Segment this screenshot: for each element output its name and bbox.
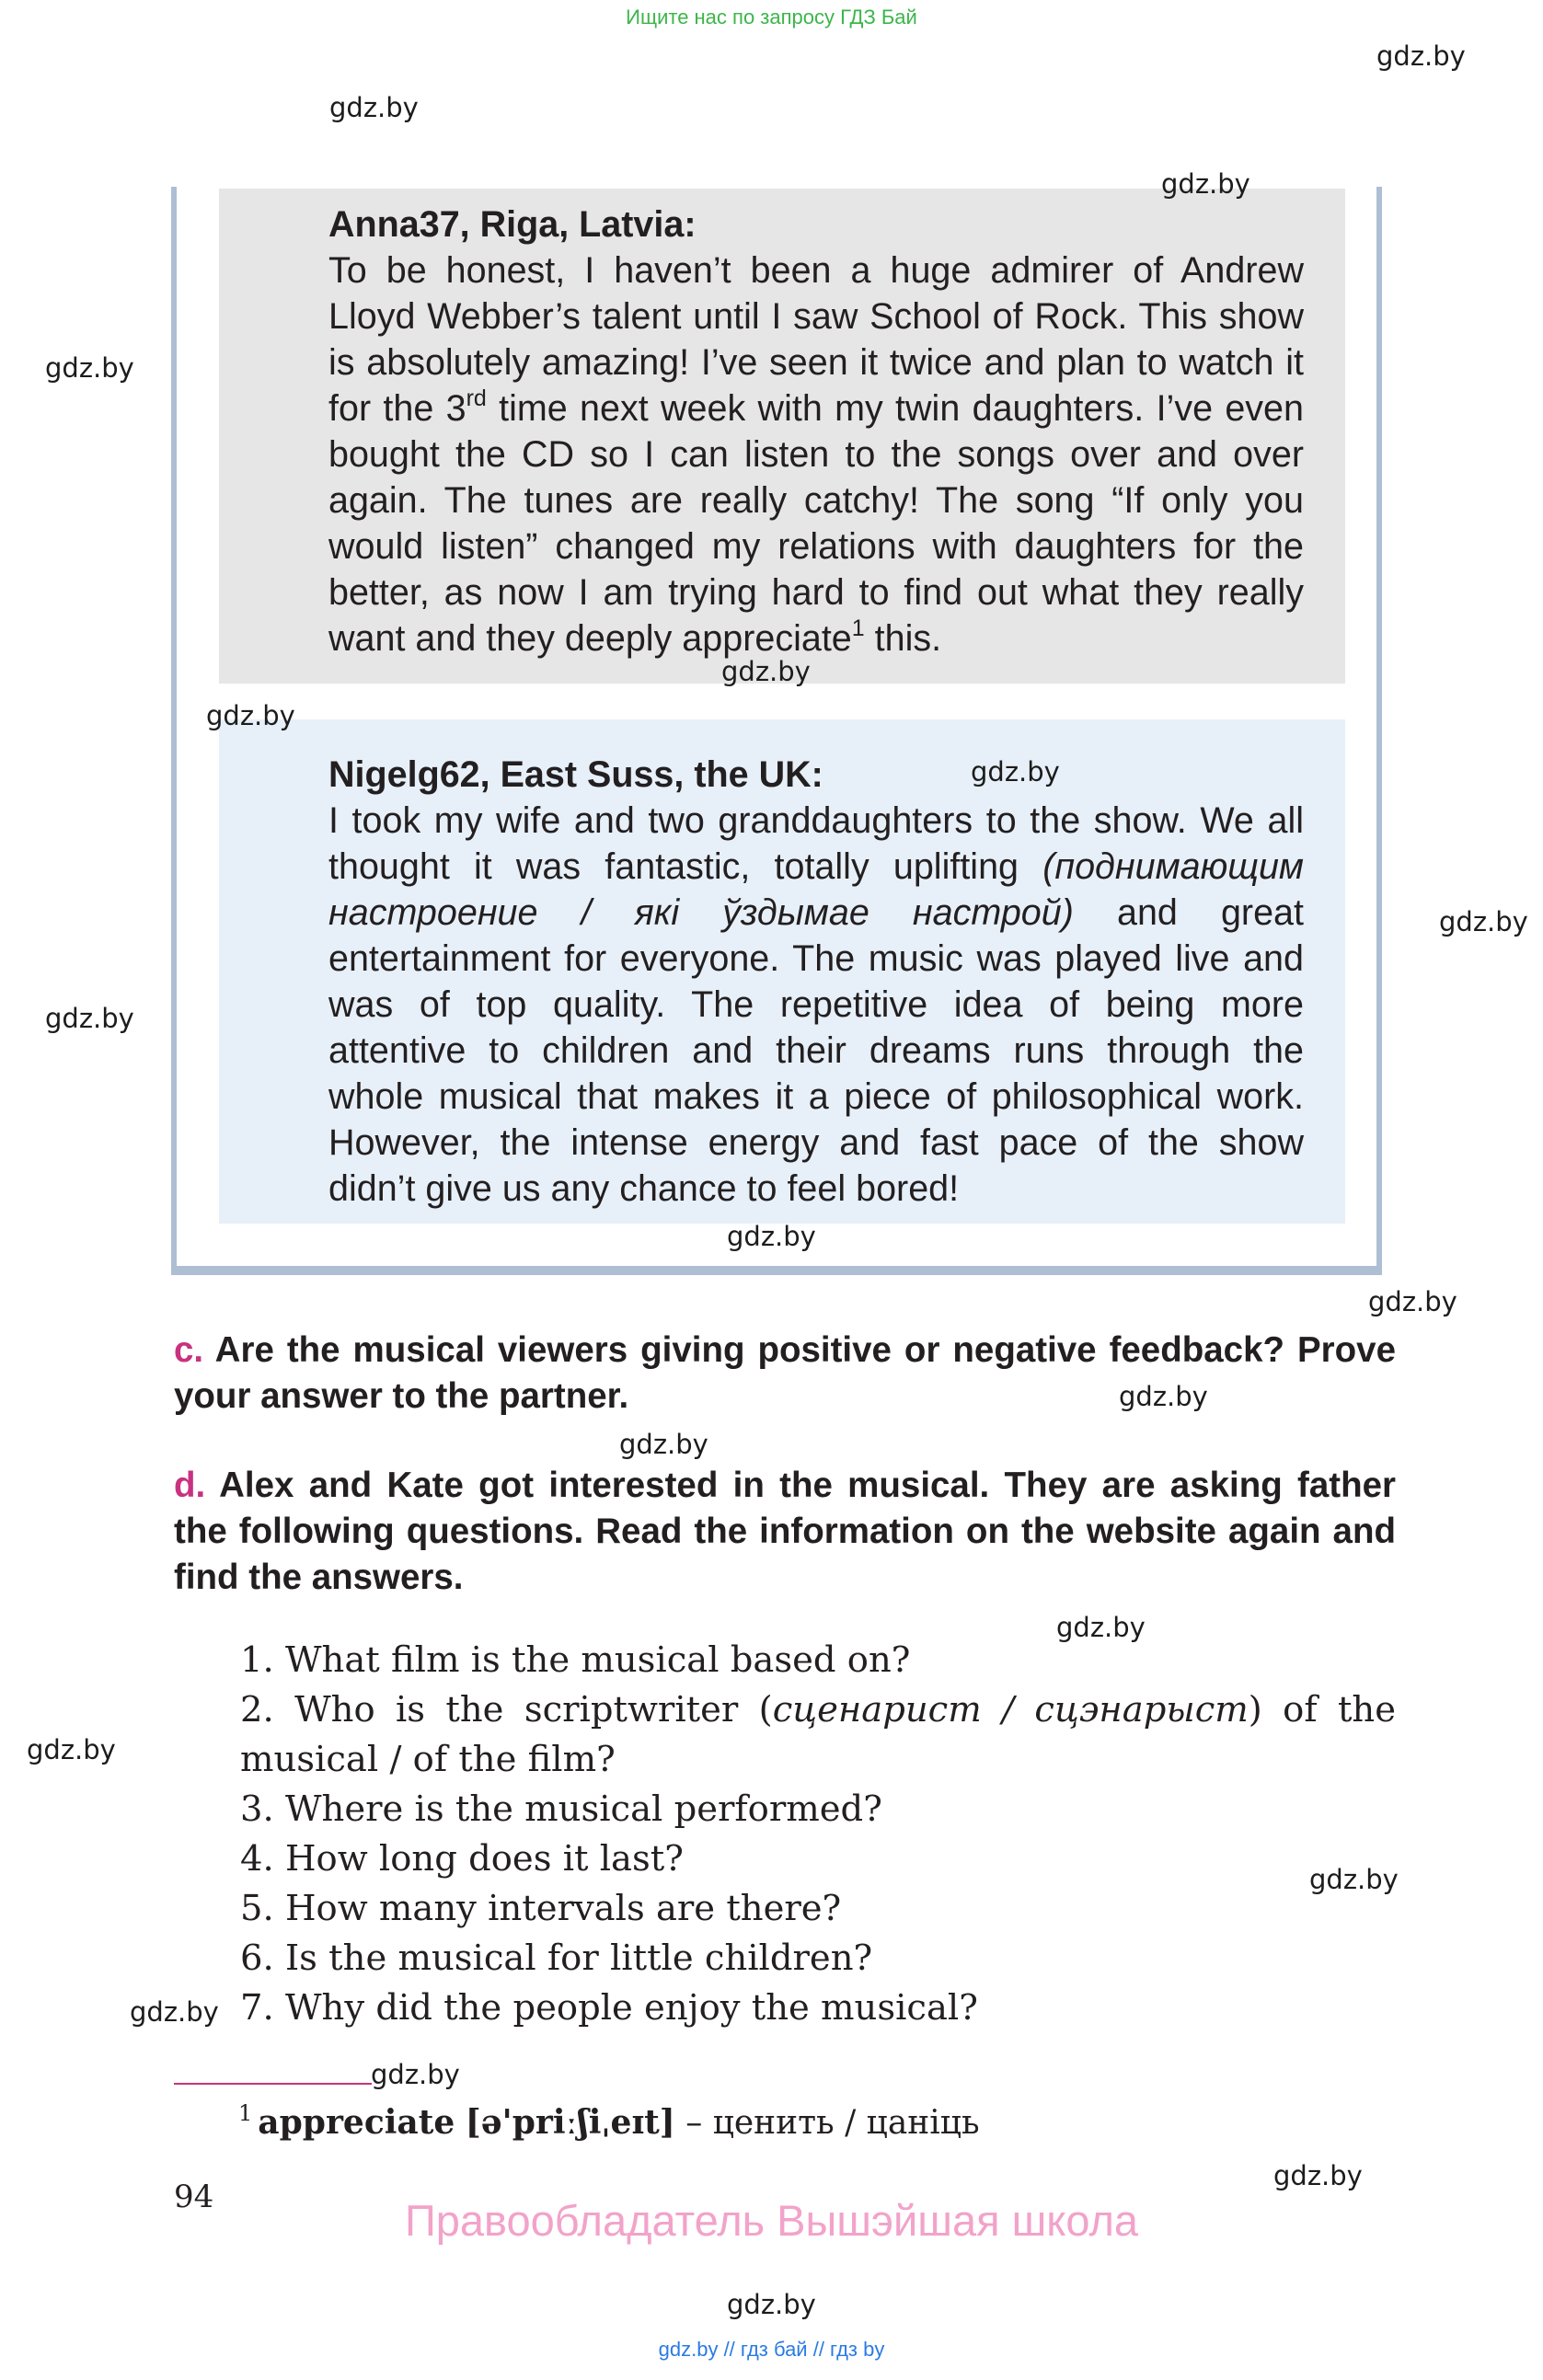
question-item: 7. Why did the people enjoy the musical? (240, 1987, 978, 2029)
watermark: gdz.by (206, 700, 295, 731)
review-author: Anna37, Riga, Latvia: (328, 204, 697, 245)
question-item: 3. Where is the musical performed? (240, 1788, 882, 1830)
footnote-translation: – ценить / цаніць (685, 2104, 980, 2142)
watermark: gdz.by (130, 1996, 219, 2028)
review-text: time next week with my twin daughters. I’ve even bought the CD so I can listen to the songs over and over again. The tunes are really catchy! The song “If only you would listen” changed my relations with daughters for the better, as now I am trying hard to find out what they really want and they deeply appreciate (328, 388, 1304, 659)
question-item: 6. Is the musical for little children? (240, 1937, 873, 1979)
top-banner[interactable]: Ищите нас по запросу ГДЗ Бай (626, 6, 917, 29)
review-anna (264, 201, 1304, 661)
superscript: rd (466, 385, 487, 411)
questions-list (174, 1636, 1396, 2033)
task-d (174, 1463, 1396, 1601)
task-letter: c. (174, 1330, 204, 1370)
watermark: gdz.by (27, 1734, 116, 1765)
watermark: gdz.by (1161, 168, 1250, 200)
question-item: 4. How long does it last? (240, 1838, 684, 1880)
watermark: gdz.by (1368, 1286, 1457, 1317)
review-translation: (поднимающим настроение / які ўздымае настрой) (328, 846, 1304, 933)
watermark: gdz.by (1439, 906, 1528, 937)
review-text: this. (864, 618, 942, 659)
watermark: gdz.by (619, 1429, 708, 1460)
footnote-transcription: [ə'priːʃiˌeɪt] (465, 2103, 675, 2142)
watermark: gdz.by (1376, 40, 1466, 72)
bottom-links[interactable]: gdz.by // гдз бай // гдз by (658, 2338, 885, 2361)
page-number: 94 (174, 2179, 214, 2215)
watermark: gdz.by (1056, 1612, 1146, 1643)
footnote-marker: 1 (851, 615, 865, 641)
watermark: gdz.by (329, 92, 419, 123)
footnote-word: appreciate (258, 2103, 455, 2142)
review-text: To be honest, I haven’t been a huge admirer of Andrew Lloyd Webber’s talent until I saw School of Rock. This show is absolutely amazing! I’ve seen it twice and plan to watch it for the 3 (328, 250, 1304, 429)
watermark: gdz.by (371, 2059, 460, 2090)
review-text: and great entertainment for everyone. The music was played live and was of top quality. The repetitive idea of being more attentive to children and their dreams runs through the whole musical that makes it a piece of philosophical work. However, the intense energy and fast pace of the show didn’t give us any chance to feel bored! (328, 892, 1304, 1209)
watermark: gdz.by (721, 656, 811, 687)
footnote-marker: 1 (238, 2100, 253, 2126)
copyright-notice: Правообладатель Вышэйшая школа (404, 2196, 1139, 2245)
question-translation: сценарист / сцэнарыст (772, 1689, 1249, 1730)
question-item: 1. What film is the musical based on? (240, 1639, 911, 1681)
task-letter: d. (174, 1466, 206, 1505)
watermark: gdz.by (1309, 1864, 1399, 1895)
footnote-divider (174, 2083, 372, 2085)
watermark: gdz.by (971, 756, 1060, 788)
review-author: Nigelg62, East Suss, the UK: (328, 754, 823, 795)
review-text: I took my wife and two granddaughters to the show. We all thought it was fantastic, totally uplifting (328, 800, 1304, 887)
task-text: Alex and Kate got interested in the musical. They are asking father the following questions. Read the information on the website again and find the answers. (174, 1466, 1396, 1597)
task-c (174, 1328, 1396, 1420)
footnote (174, 2100, 980, 2142)
question-item: 2. Who is the scriptwriter (сценарист / сцэнарыст) of the musical / of the film? (240, 1689, 1396, 1780)
watermark: gdz.by (45, 1003, 134, 1034)
watermark: gdz.by (727, 2289, 816, 2320)
watermark: gdz.by (45, 352, 134, 384)
task-text: Are the musical viewers giving positive or negative feedback? Prove your answer to the partner. (174, 1330, 1396, 1416)
question-item: 5. How many intervals are there? (240, 1888, 842, 1929)
watermark: gdz.by (1273, 2160, 1363, 2191)
watermark: gdz.by (727, 1221, 816, 1252)
watermark: gdz.by (1119, 1381, 1208, 1412)
review-nigel (264, 752, 1304, 1212)
